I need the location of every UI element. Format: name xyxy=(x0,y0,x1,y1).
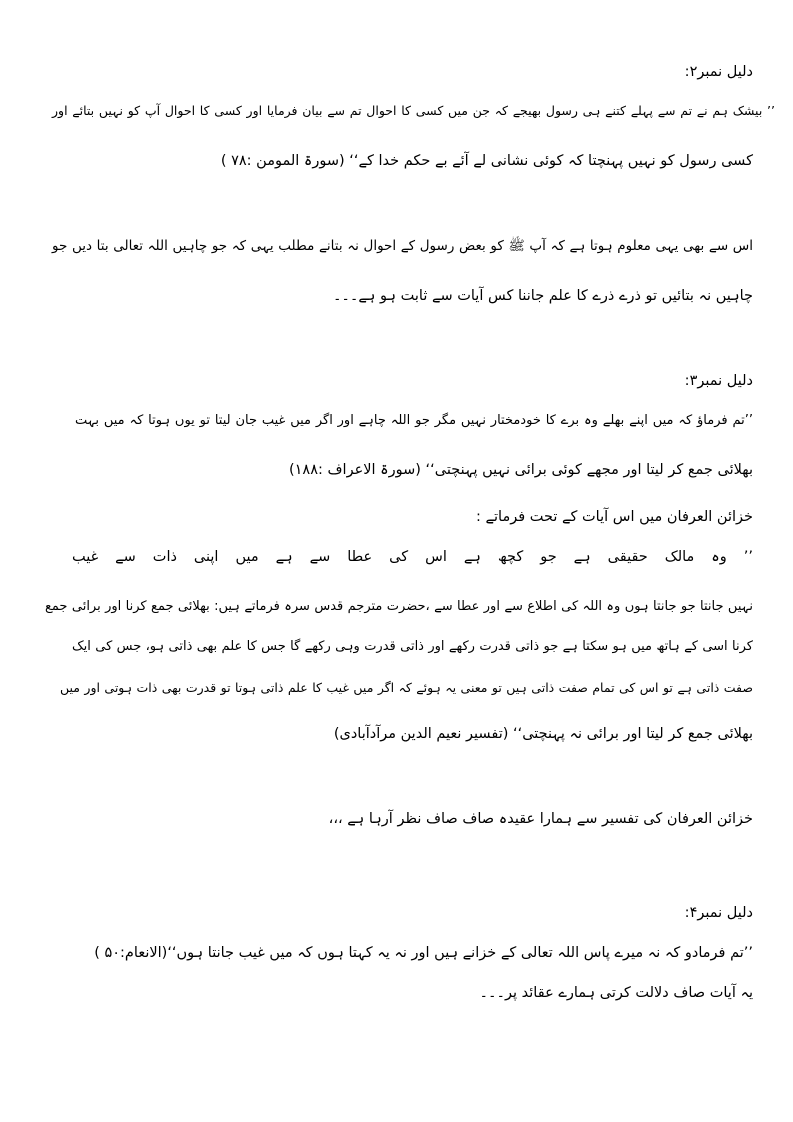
dalil-4-heading: دلیل نمبر۴: xyxy=(684,905,753,921)
para-1-line-1: اس سے بھی یہی معلوم ہوتا ہے کہ آپ ﷺ کو بعض رسول کے احوال نہ بتانے مطلب یہی کہ جو چاہیں اللہ تعالی بتا دیں جو xyxy=(52,238,753,254)
dalil-2-line-1: ’’ بیشک ہم نے تم سے پہلے کتنے ہی رسول بھیجے کہ جن میں کسی کا احوال تم سے بیان فرمایا اور کسی کا احوال آپ کو نہیں بتائے اور xyxy=(52,103,775,118)
dalil-3-line-6: کرنا اسی کے ہاتھ میں ہو سکتا ہے جو ذاتی قدرت رکھے اور ذاتی قدرت وہی رکھے گا جس کا علم بھی ذاتی ہو، جس کی ایک xyxy=(72,639,753,654)
para-1-line-2: چاہیں نہ بتائیں تو ذرے ذرے کا علم جاننا کس آیات سے ثابت ہو ہے۔۔۔ xyxy=(332,288,753,304)
dalil-3-line-8: بھلائی جمع کر لیتا اور برائی نہ پہنچتی‘‘ (تفسیر نعیم الدین مرآدآبادی) xyxy=(333,726,753,742)
dalil-3-line-1: ’’تم فرماؤ کہ میں اپنے بھلے وہ برے کا خودمختار نہیں مگر جو اللہ چاہے اور اگر میں غیب جان لیتا تو یوں ہوتا کہ میں بہت xyxy=(75,413,753,428)
dalil-3-line-5: نہیں جانتا جو جانتا ہوں وہ اللہ کی اطلاع سے اور عطا سے ،حضرت مترجم قدس سرہ فرماتے ہیں: بھلائی جمع کرنا اور برائی جمع xyxy=(45,599,753,614)
dalil-3-line-2: بھلائی جمع کر لیتا اور مجھے کوئی برائی نہیں پہنچتی‘‘ (سورۃ الاعراف :۱۸۸) xyxy=(288,462,753,478)
dalil-3-line-3: خزائن العرفان میں اس آیات کے تحت فرماتے : xyxy=(476,509,753,525)
para-2-line-1: خزائن العرفان کی تفسیر سے ہمارا عقیدہ صاف صاف نظر آرہا ہے ،،، xyxy=(328,811,753,827)
dalil-4-line-1: ’’تم فرمادو کہ نہ میرے پاس اللہ تعالی کے خزانے ہیں اور نہ یہ کہتا ہوں کہ میں غیب جانتا ہوں‘‘(الانعام:۵۰ ) xyxy=(94,945,753,961)
dalil-3-line-7: صفت ذاتی ہے تو اس کی تمام صفت ذاتی ہیں تو معنی یہ ہوئے کہ اگر میں غیب کا علم ذاتی ہوتا تو قدرت بھی ذات ہوتی اور میں xyxy=(60,680,753,695)
dalil-2-heading: دلیل نمبر۲: xyxy=(684,64,753,80)
dalil-2-line-2: کسی رسول کو نہیں پہنچتا کہ کوئی نشانی لے آئے بے حکم خدا کے‘‘ (سورۃ المومن :۷۸ ) xyxy=(220,153,753,169)
dalil-3-heading: دلیل نمبر۳: xyxy=(684,373,753,389)
dalil-4-line-2: یہ آیات صاف دلالت کرتی ہمارے عقائد پر۔۔۔ xyxy=(479,985,753,1001)
dalil-3-line-4: ’’ وہ مالک حقیقی ہے جو کچھ ہے اس کی عطا سے ہے میں اپنی ذات سے غیب xyxy=(72,549,753,565)
